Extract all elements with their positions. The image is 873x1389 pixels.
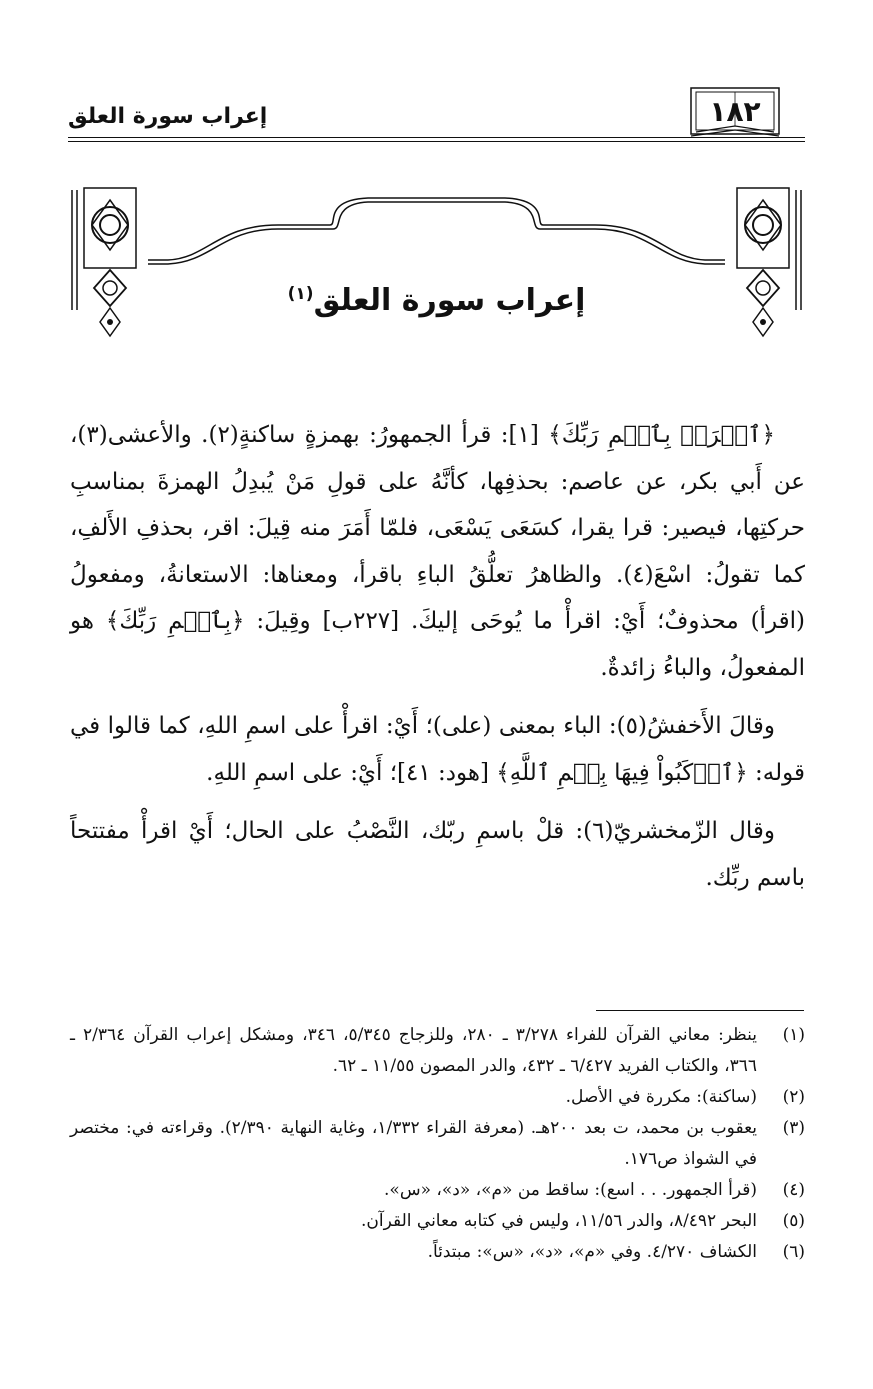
body-text: [70, 412, 805, 901]
footnote-number: (٥): [782, 1211, 805, 1231]
footnote: [70, 1020, 805, 1082]
footnote-number: (١): [782, 1025, 805, 1045]
footnote-number: (٣): [782, 1118, 805, 1138]
footnote-text: البحر ٨/٤٩٢، والدر ١١/٥٦، وليس في كتابه معاني القرآن.: [361, 1211, 757, 1231]
footnote-number: (٢): [782, 1087, 805, 1107]
footnote-separator: [596, 1010, 804, 1011]
footnote: [70, 1113, 805, 1175]
footnote-text: الكشاف ٤/٢٧٠. وفي «م»، «د»، «س»: مبتدئاً.: [427, 1242, 757, 1262]
footnote: [70, 1206, 805, 1237]
chapter-title: [0, 283, 873, 318]
paragraph: ﴿ٱقۡرَأۡ بِٱسۡمِ رَبِّكَ﴾ [١]: قرأ الجمهورُ: بهمزةٍ ساكنةٍ(٢). والأعشى(٣)، عن أَبي بكر، عن عاصم: بحذفِها، كأنَّهُ على قولِ مَنْ يُبدِلُ الهمزةَ بمناسبِ حركتِها، فيصير: قرا يقرا، كسَعَى يَسْعَى، فلمّا أَمَرَ منه قِيلَ: اقر، بحذفِ الأَلفِ، كما تقولُ: اسْعَ(٤). والظاهرُ تعلُّقُ الباءِ باقرأ، ومعناها: الاستعانةُ، ومفعولُ (اقرأ) محذوفٌ؛ أَيْ: اقرأْ ما يُوحَى إليكَ. [٢٢٧ب] وقِيلَ: ﴿بِٱسۡمِ رَبِّكَ﴾ هو المفعولُ، والباءُ زائدةٌ.: [70, 422, 806, 681]
page-number: ١٨٢: [709, 95, 761, 128]
footnote-number: (٦): [782, 1242, 805, 1262]
footnote-text: (قرأ الجمهور. . . اسع): ساقط من «م»، «د»، «س».: [384, 1180, 757, 1200]
chapter-ornament-frame: [68, 180, 805, 360]
footnotes: [70, 1020, 805, 1268]
footnote-text: (ساكنة): مكررة في الأصل.: [565, 1087, 757, 1107]
footnote: [70, 1237, 805, 1268]
header-rule-thin: [68, 141, 805, 142]
paragraph: وقال الزّمخشريّ(٦): قلْ باسمِ ربّك، النَّصْبُ على الحال؛ أَيْ اقرأْ مفتتحاً باسم ربِّك.: [70, 818, 805, 891]
footnote-text: يعقوب بن محمد، ت بعد ٢٠٠هـ. (معرفة القراء ١/٣٣٢، وغاية النهاية ٢/٣٩٠). وقراءته في: مختصر في الشواذ ص١٧٦.: [70, 1118, 757, 1169]
footnote-number: (٤): [782, 1180, 805, 1200]
running-title: إعراب سورة العلق: [68, 104, 268, 129]
chapter-note-marker: (١): [287, 284, 314, 304]
footnote-text: ينظر: معاني القرآن للفراء ٣/٢٧٨ ـ ٢٨٠، وللزجاج ٥/٣٤٥، ٣٤٦، ومشكل إعراب القرآن ٢/٣٦٤ ـ ٣٦٦، والكتاب الفريد ٦/٤٢٧ ـ ٤٣٢، والدر المصون ١١/٥٥ ـ ٦٢.: [70, 1025, 757, 1076]
chapter-title-text: إعراب سورة العلق: [313, 283, 586, 318]
footnote: [70, 1082, 805, 1113]
footnote: [70, 1175, 805, 1206]
paragraph: وقالَ الأَخفشُ(٥): الباء بمعنى (على)؛ أَيْ: اقرأْ على اسمِ اللهِ، كما قالوا في قوله: ﴿ٱرۡكَبُواْ فِيهَا بِسۡمِ ٱللَّهِ﴾ [هود: ٤١]؛ أَيْ: على اسمِ اللهِ.: [70, 713, 805, 786]
